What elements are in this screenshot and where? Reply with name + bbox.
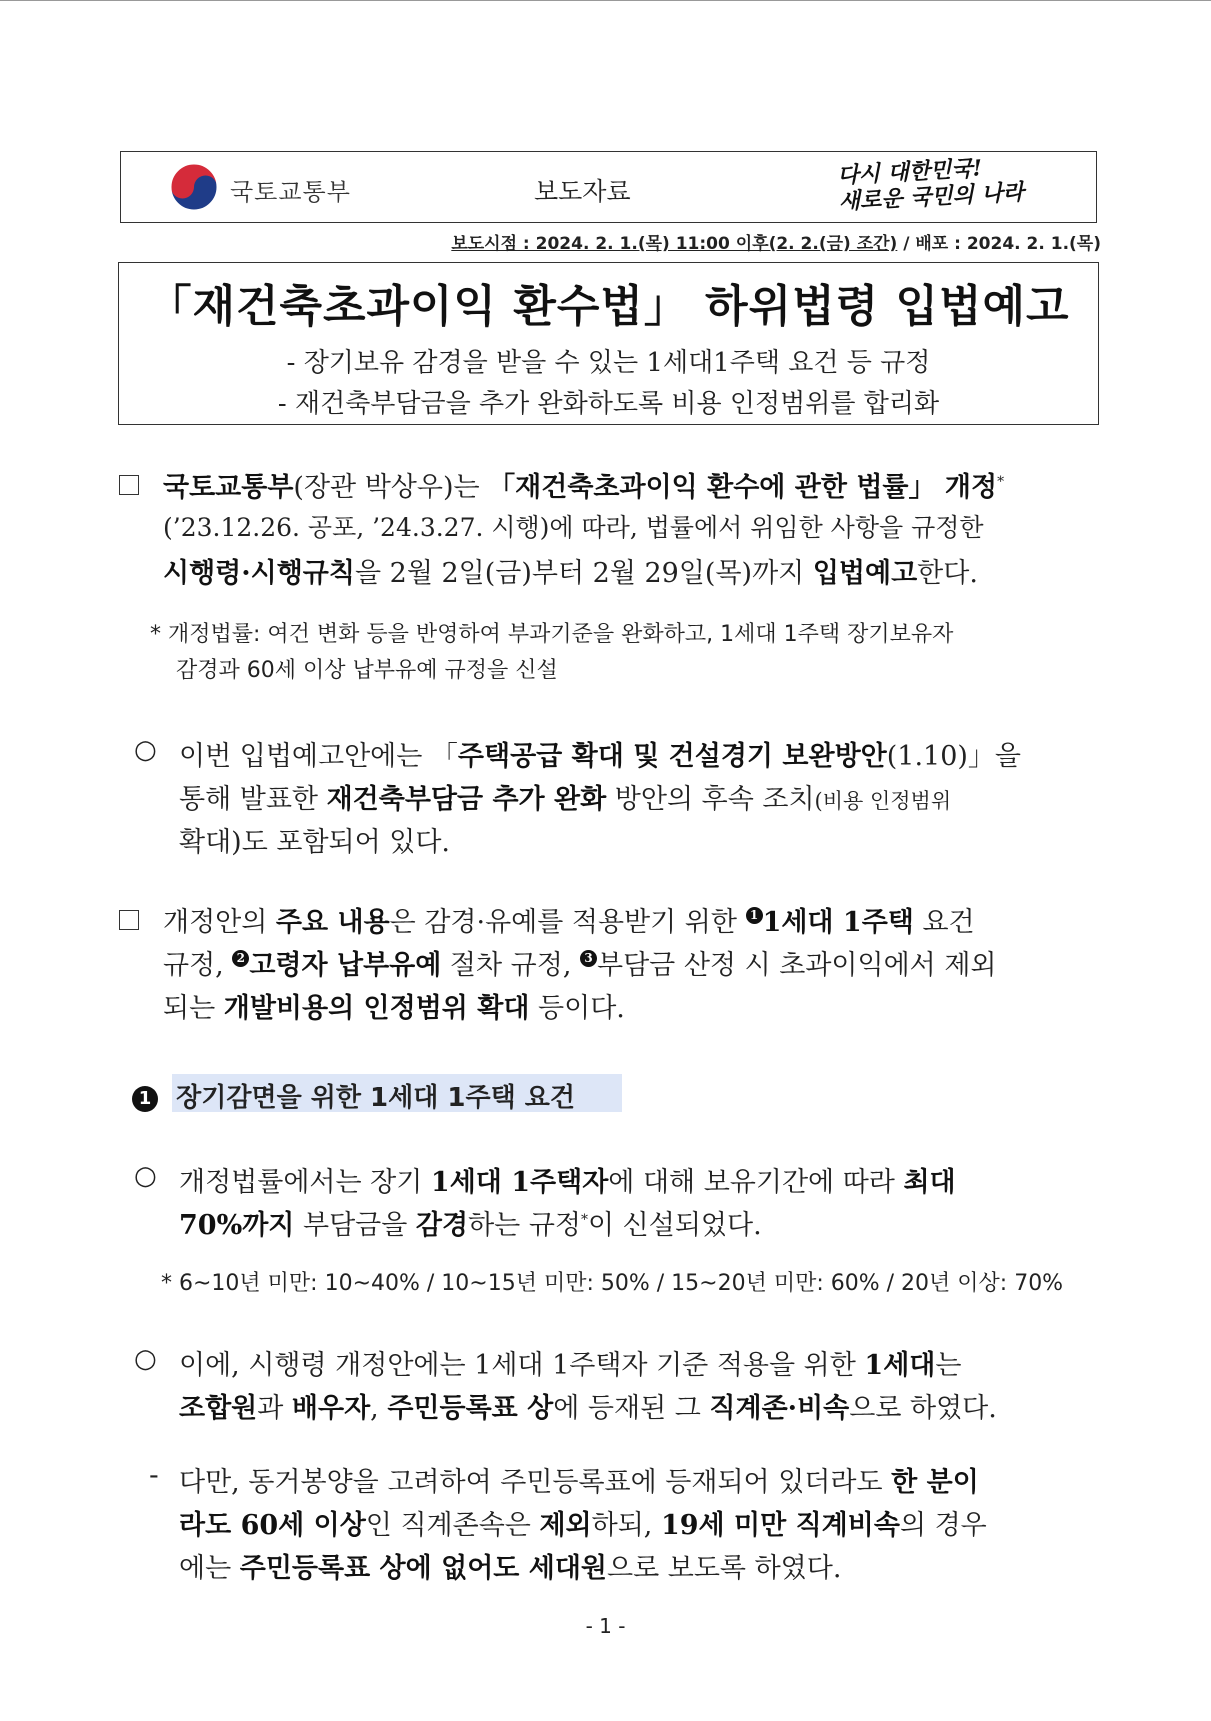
release-time: 보도시점 : 2024. 2. 1.(목) 11:00 이후(2. 2.(금) 조간) [451,234,898,254]
dash-bullet: - [149,1460,159,1491]
circle-bullet: ○ [134,1344,157,1374]
paragraph-3-line-1: 개정안의 주요 내용은 감경·유예를 적용받기 위한 1 1세대 1주택 요건 [163,907,975,938]
doc-type-label: 보도자료 [534,177,631,206]
paragraph-2-line-3: 확대)도 포함되어 있다. [179,827,451,858]
circle-bullet: ○ [134,1161,157,1191]
paragraph-5-line-1: 이에, 시행령 개정안에는 1세대 1주택자 기준 적용을 위한 1세대는 [179,1350,962,1381]
slogan [837,153,1025,215]
square-bullet [119,910,139,934]
slogan-line-2: 새로운 국민의 나라 [838,179,1025,215]
paragraph-1-line-2: (’23.12.26. 공포, ’24.3.27. 시행)에 따라, 법률에서 위임한 사항을 규정한 [163,513,984,542]
top-border [0,0,1211,1]
square-bullet [119,475,139,499]
distribution-date: / 배포 : 2024. 2. 1.(목) [897,234,1101,254]
paragraph-4-line-2: 70%까지 부담금을 감경하는 규정*이 신설되었다. [179,1210,762,1241]
circle-bullet: ○ [134,735,157,765]
subtitle-2: - 재건축부담금을 추가 완화하도록 비용 인정범위를 합리화 [277,389,940,419]
ministry-name: 국토교통부 [230,178,351,206]
ministry-logo-icon [170,163,218,211]
circled-number-2: 2 [232,950,249,967]
paragraph-6-line-3: 에는 주민등록표 상에 없어도 세대원으로 보도록 하였다. [179,1553,842,1584]
main-title: 「재건축초과이익 환수법」 하위법령 입법예고 [147,281,1070,332]
paragraph-3-line-2: 규정, 2 고령자 납부유예 절차 규정, 3 부담금 산정 시 초과이익에서 제외 [163,950,997,981]
paragraph-6-line-1: 다만, 동거봉양을 고려하여 주민등록표에 등재되어 있더라도 한 분이 [179,1467,979,1498]
paragraph-2-line-2: 통해 발표한 재건축부담금 추가 완화 방안의 후속 조치(비용 인정범위 [179,784,952,815]
section-1-heading: 1 장기감면을 위한 1세대 1주택 요건 [132,1077,575,1114]
circled-number-3: 3 [580,950,597,967]
subtitle-1: - 장기보유 감경을 받을 수 있는 1세대1주택 요건 등 규정 [286,348,931,378]
note-1-line-2: 감경과 60세 이상 납부유예 규정을 신설 [176,658,558,683]
paragraph-3-line-3: 되는 개발비용의 인정범위 확대 등이다. [163,993,625,1024]
paragraph-1-line-3: 시행령·시행규칙을 2월 2일(금)부터 2월 29일(목)까지 입법예고한다. [163,558,978,589]
paragraph-5-line-2: 조합원과 배우자, 주민등록표 상에 등재된 그 직계존·비속으로 하였다. [179,1393,997,1424]
paragraph-4-line-1: 개정법률에서는 장기 1세대 1주택자에 대해 보유기간에 따라 최대 [179,1167,956,1198]
page-number: - 1 - [585,1614,626,1638]
paragraph-2-line-1: 이번 입법예고안에는 「주택공급 확대 및 건설경기 보완방안(1.10)」을 [179,741,1022,772]
note-1-line-1: * 개정법률: 여건 변화 등을 반영하여 부과기준을 완화하고, 1세대 1주택 장기보유자 [150,622,954,647]
paragraph-6-line-2: 라도 60세 이상인 직계존속은 제외하되, 19세 미만 직계비속의 경우 [179,1510,987,1541]
paragraph-1-line-1: 국토교통부(장관 박상우)는 「재건축초과이익 환수에 관한 법률」 개정* [163,472,1005,503]
section-number-icon: 1 [132,1086,158,1112]
circled-number-1: 1 [746,907,763,924]
slogan-line-1: 다시 대한민국! [836,155,983,189]
release-info [451,229,1101,254]
note-2: * 6~10년 미만: 10~40% / 10~15년 미만: 50% / 15~20년 미만: 60% / 20년 이상: 70% [161,1271,1064,1296]
